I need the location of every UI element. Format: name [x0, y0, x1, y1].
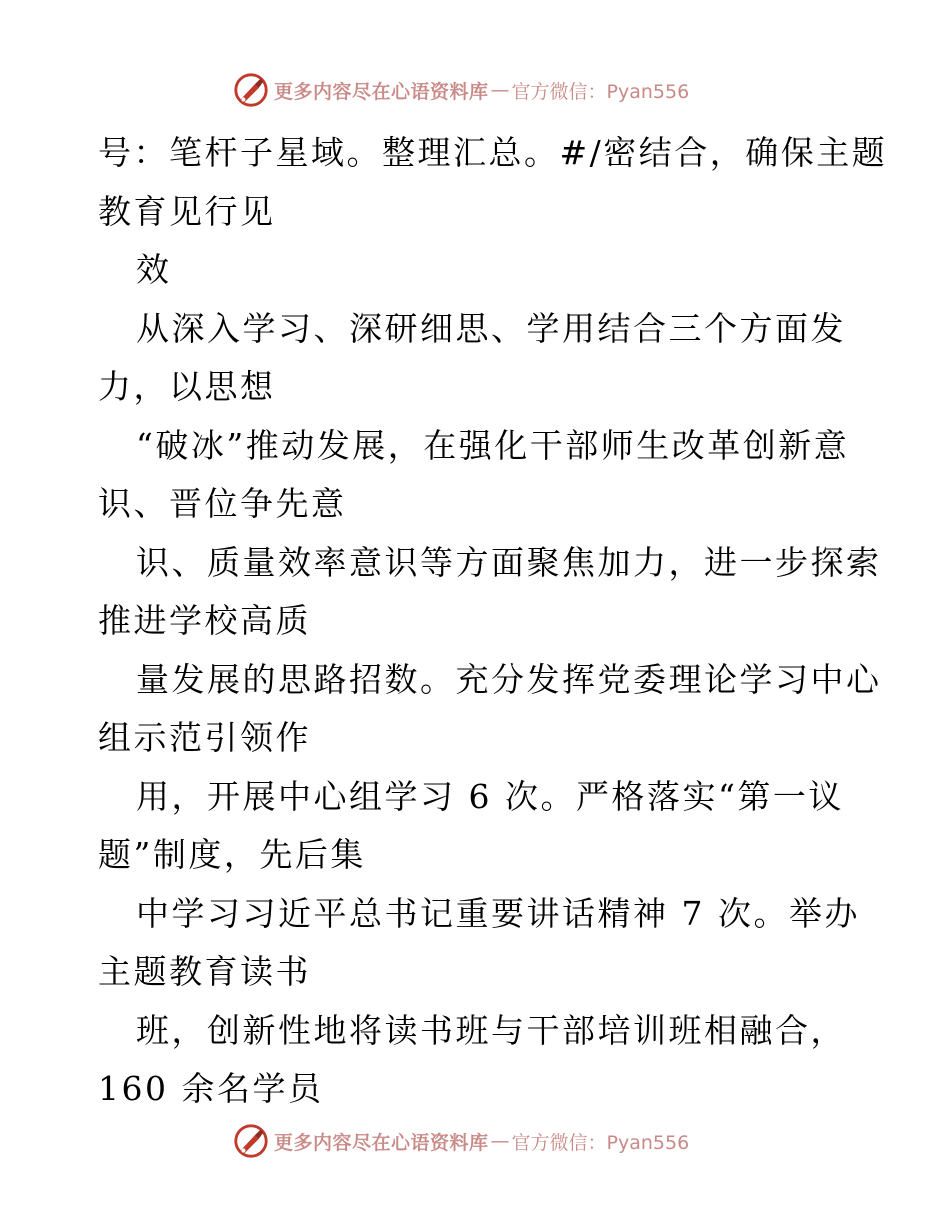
header-watermark: [232, 70, 689, 110]
watermark-contact: 官方微信：Pyan556: [511, 80, 690, 103]
pen-logo-icon: [232, 71, 270, 109]
body-line: 力，以思想: [98, 367, 276, 406]
body-line: 组示范引领作: [98, 718, 311, 757]
watermark-separator: —: [490, 1130, 510, 1152]
body-line: 160 余名学员: [98, 1069, 324, 1108]
body-line: 教育见行见: [98, 191, 276, 231]
body-line: 班，创新性地将读书班与干部培训班相融合，: [136, 1010, 846, 1050]
watermark-separator: —: [490, 79, 510, 101]
body-line: “破冰”推动发展，在强化干部师生改革创新意: [136, 425, 850, 465]
body-line: 量发展的思路招数。充分发挥党委理论学习中心: [136, 659, 882, 699]
watermark-text: 更多内容尽在心语资料库: [274, 1131, 489, 1154]
body-line: 识、质量效率意识等方面聚焦加力，进一步探索: [136, 542, 882, 582]
body-line: 推进学校高质: [98, 601, 311, 640]
body-line: 用，开展中心组学习 6 次。严格落实“第一议: [136, 776, 844, 816]
body-line: 效: [136, 250, 172, 289]
watermark-contact: 官方微信：Pyan556: [511, 1131, 690, 1154]
body-line: 主题教育读书: [98, 952, 311, 991]
pen-logo-icon: [232, 1122, 270, 1160]
watermark-text: 更多内容尽在心语资料库: [274, 80, 489, 103]
document-body: [98, 124, 888, 1119]
body-line: 题”制度，先后集: [98, 835, 366, 874]
body-line: 识、晋位争先意: [98, 484, 347, 523]
body-line: 中学习习近平总书记重要讲话精神 7 次。举办: [136, 893, 860, 933]
footer-watermark: [232, 1121, 689, 1161]
body-line: 号：笔杆子星域。整理汇总。#/密结合，确保主题: [98, 133, 888, 172]
body-line: 从深入学习、深研细思、学用结合三个方面发: [136, 308, 846, 348]
